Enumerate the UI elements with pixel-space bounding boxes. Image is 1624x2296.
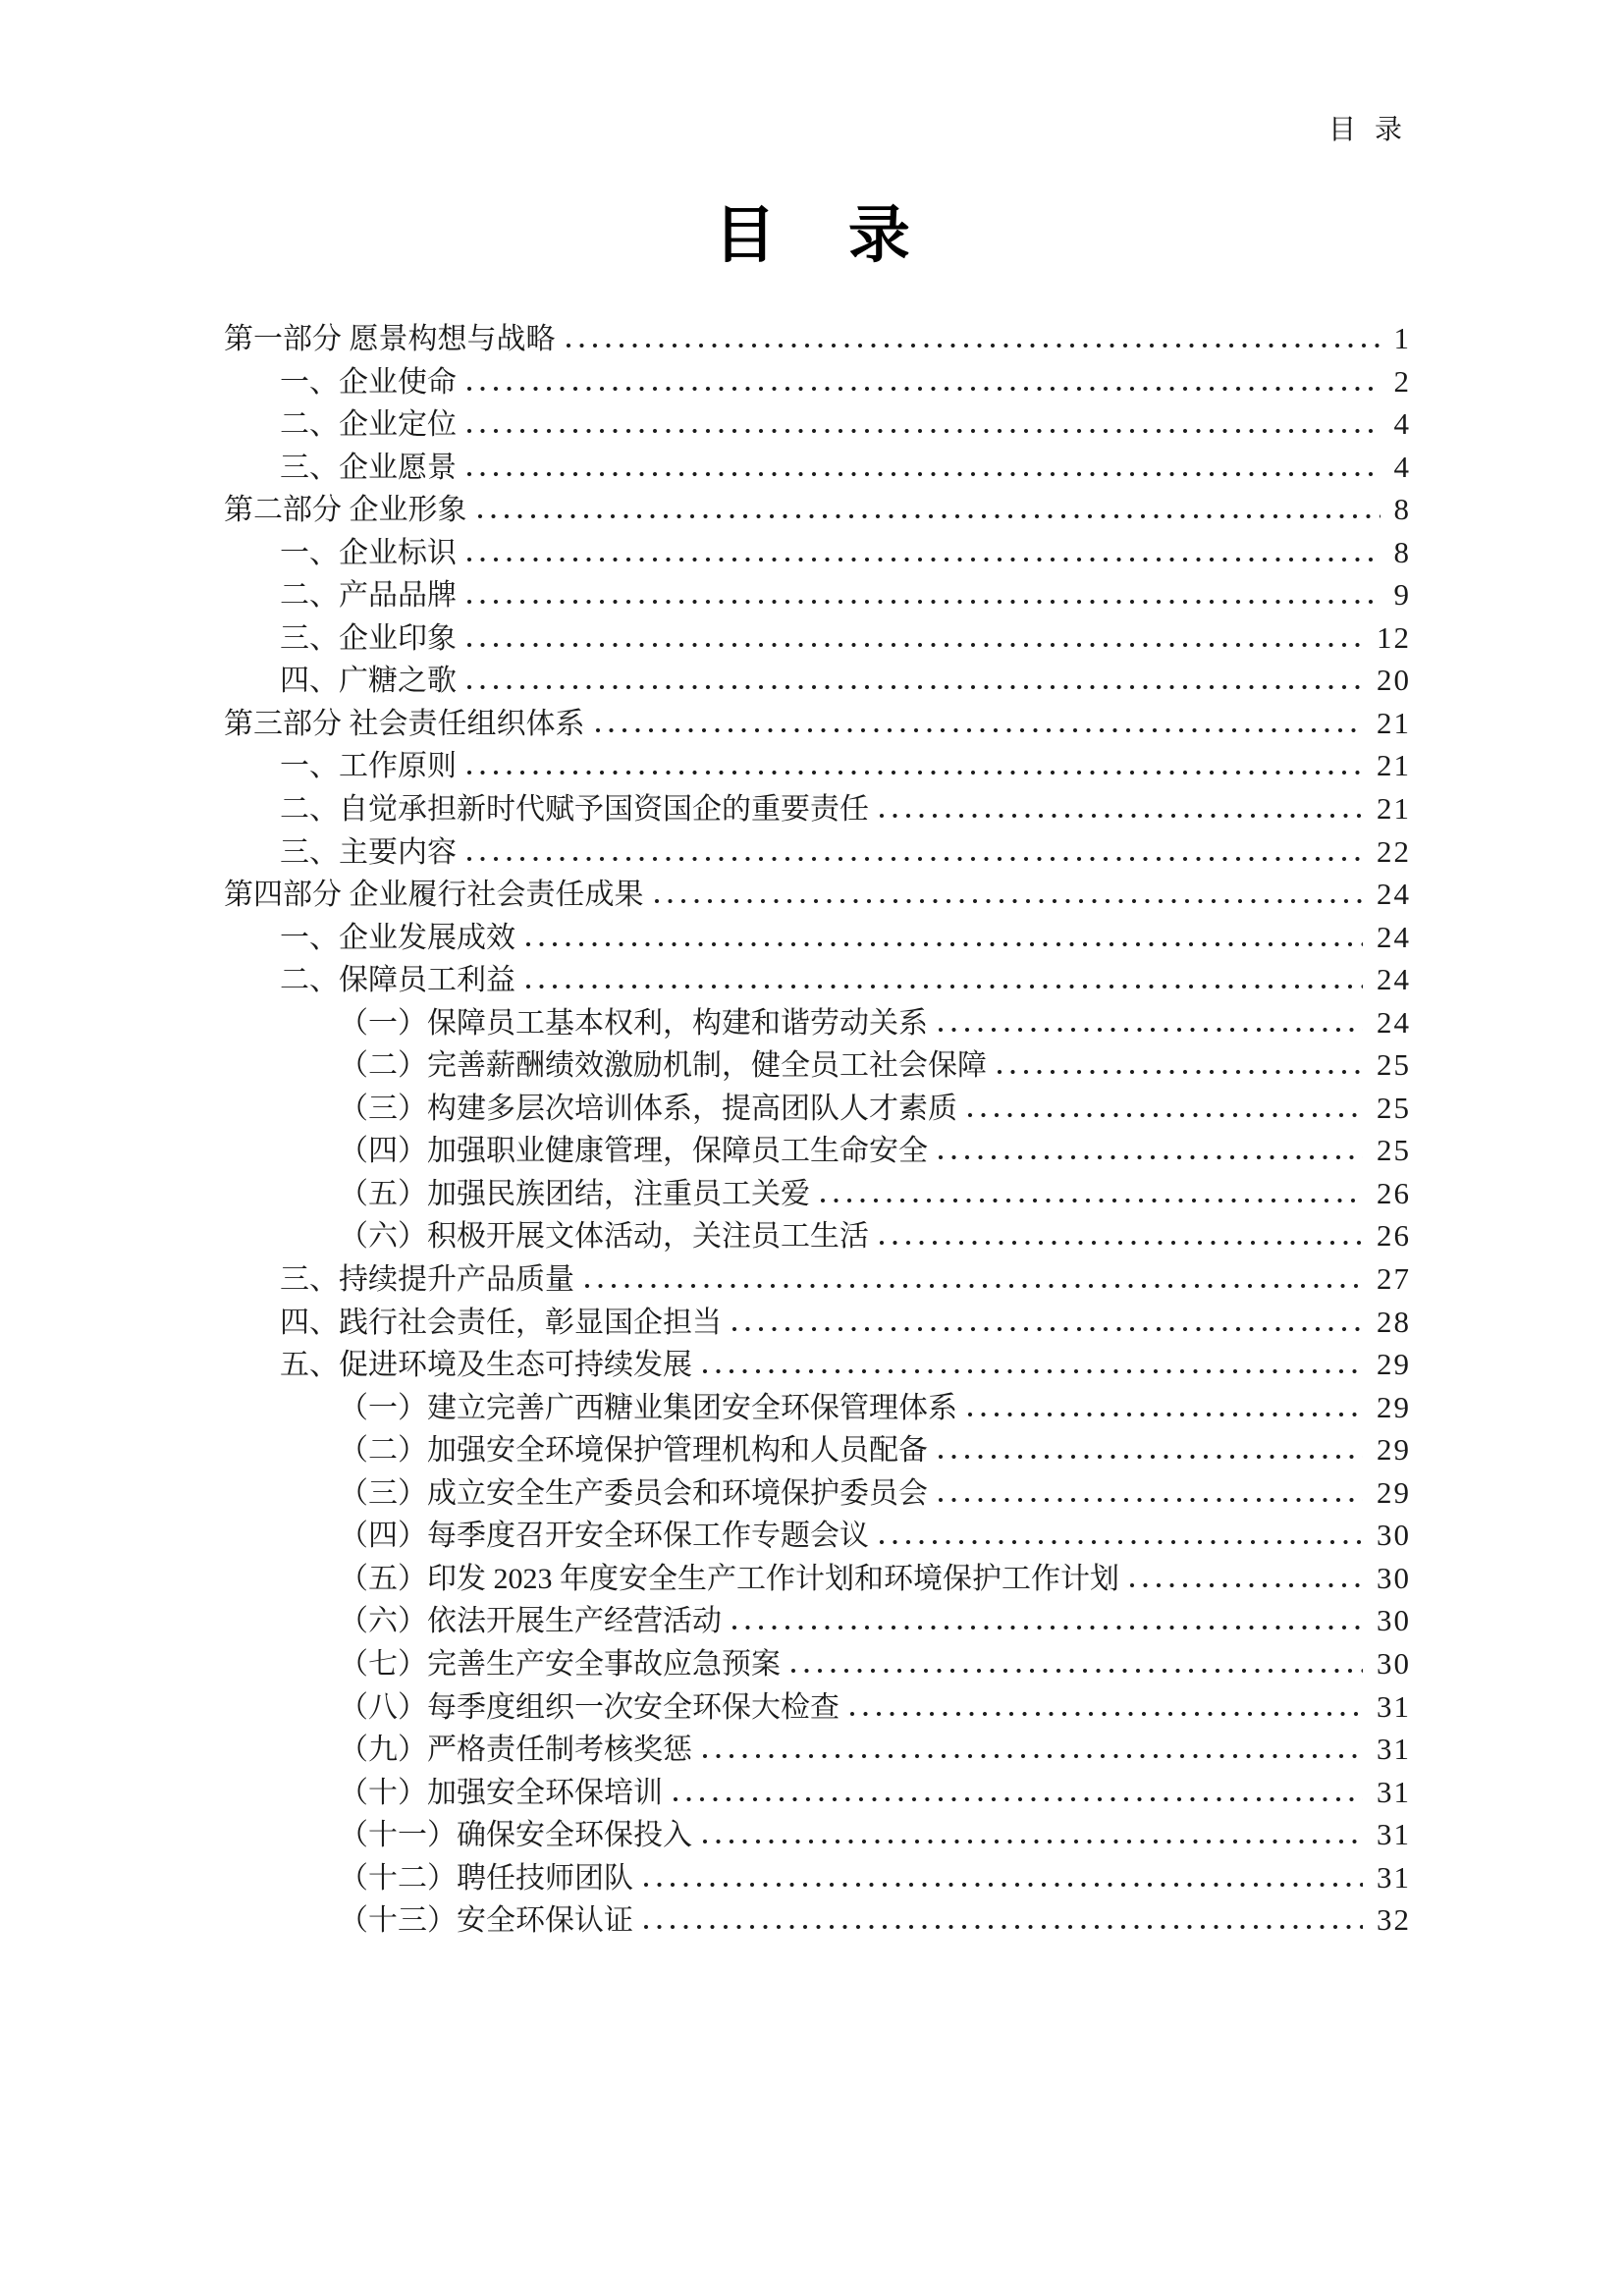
toc-entry-label: （十）加强安全环保培训 [339,1776,663,1809]
toc-page-number: 26 [1377,1175,1411,1210]
toc-leader-dots [466,684,1363,690]
toc-entry[interactable] [339,1728,1411,1771]
toc-leader-dots [477,513,1380,519]
toc-page-number: 24 [1377,877,1411,912]
toc-page-number: 24 [1377,1004,1411,1040]
toc-entry[interactable] [224,702,1411,745]
toc-entry[interactable] [339,1386,1411,1429]
toc-leader-dots [702,1839,1363,1844]
toc-entry[interactable] [280,446,1411,489]
toc-entry[interactable] [339,1856,1411,1899]
toc-entry-label: （一）建立完善广西糖业集团安全环保管理体系 [339,1391,957,1424]
toc-leader-dots [731,1625,1363,1630]
toc-page-number: 29 [1377,1389,1411,1424]
toc-leader-dots [466,386,1380,392]
toc-page-number: 30 [1377,1518,1411,1553]
toc-entry[interactable] [339,1898,1411,1942]
toc-page-number: 25 [1377,1133,1411,1168]
toc-entry-label: 第一部分 愿景构想与战略 [224,323,556,355]
toc-entry-label: 一、企业使命 [280,365,457,399]
toc-entry-label: （七）完善生产安全事故应急预案 [339,1647,781,1681]
toc-entry-label: （四）每季度召开安全环保工作专题会议 [339,1520,869,1553]
toc-entry[interactable] [280,360,1411,403]
toc-entry[interactable] [280,916,1411,959]
toc-page-number: 30 [1377,1603,1411,1638]
toc-leader-dots [466,428,1380,434]
toc-entry-label: 二、企业定位 [280,408,457,442]
toc-page-number: 25 [1377,1090,1411,1125]
toc-page-number: 29 [1377,1347,1411,1382]
toc-leader-dots [525,984,1363,989]
toc-leader-dots [466,599,1380,605]
toc-page-number: 24 [1377,962,1411,997]
toc-entry-label: （五）加强民族团结，注重员工关爱 [339,1177,810,1210]
toc-entry-label: 四、广糖之歌 [280,665,457,698]
toc-page-number: 32 [1377,1902,1411,1938]
toc-leader-dots [997,1069,1363,1075]
toc-entry[interactable] [280,744,1411,787]
toc-entry-label: 第三部分 社会责任组织体系 [224,707,585,740]
toc-leader-dots [731,1326,1363,1332]
toc-page-number: 31 [1377,1859,1411,1895]
toc-entry-label: 三、持续提升产品质量 [280,1263,574,1297]
toc-leader-dots [967,1412,1363,1417]
toc-entry[interactable] [339,1129,1411,1172]
toc-entry[interactable] [339,1428,1411,1471]
toc-entry[interactable] [339,1172,1411,1215]
toc-entry-label: （十一）确保安全环保投入 [339,1819,692,1852]
toc-page-number: 29 [1377,1474,1411,1510]
toc-leader-dots [702,1753,1363,1759]
toc-entry[interactable] [339,1514,1411,1557]
toc-entry-label: 五、促进环境及生态可持续发展 [280,1349,692,1382]
toc-entry-label: （九）严格责任制考核奖惩 [339,1734,692,1767]
toc-page-number: 21 [1377,748,1411,783]
toc-page-number: 31 [1377,1774,1411,1809]
toc-leader-dots [820,1198,1363,1203]
toc-entry-label: （十三）安全环保认证 [339,1904,633,1938]
toc-entry[interactable] [280,616,1411,660]
toc-entry[interactable] [280,958,1411,1001]
toc-entry[interactable] [280,531,1411,574]
toc-entry-label: （五）印发 2023 年度安全生产工作计划和环境保护工作计划 [339,1562,1119,1595]
toc-page-number: 26 [1377,1218,1411,1254]
toc-page-number: 22 [1377,833,1411,869]
toc-entry[interactable] [339,1001,1411,1044]
toc-entry[interactable] [339,1043,1411,1087]
toc-entry-label: 三、企业印象 [280,621,457,655]
toc-leader-dots [525,941,1363,947]
toc-page-number: 8 [1393,492,1411,527]
toc-entry-label: 二、保障员工利益 [280,964,515,997]
toc-page-number: 27 [1377,1261,1411,1297]
toc-leader-dots [879,1539,1363,1545]
toc-leader-dots [466,557,1380,562]
toc-entry-label: （六）积极开展文体活动，关注员工生活 [339,1220,869,1254]
toc-entry[interactable] [280,830,1411,874]
toc-page-number: 20 [1377,663,1411,698]
toc-entry[interactable] [339,1642,1411,1685]
toc-entry-label: 四、践行社会责任，彰显国企担当 [280,1306,722,1339]
toc-entry-label: （二）加强安全环境保护管理机构和人员配备 [339,1434,928,1468]
toc-page-number: 29 [1377,1432,1411,1468]
toc-leader-dots [595,727,1364,733]
toc-entry[interactable] [224,317,1411,360]
running-header: 目 录 [1327,115,1402,145]
toc-page-number: 21 [1377,791,1411,827]
toc-leader-dots [879,813,1363,819]
toc-entry-label: （十二）聘任技师团队 [339,1861,633,1895]
toc-entry[interactable] [224,873,1411,916]
toc-leader-dots [938,1497,1363,1503]
toc-entry-label: （二）完善薪酬绩效激励机制，健全员工社会保障 [339,1049,987,1083]
toc-leader-dots [643,1924,1363,1930]
page-title: 目 录 [714,201,910,270]
toc-entry-label: （三）成立安全生产委员会和环境保护委员会 [339,1476,928,1510]
toc-entry[interactable] [280,1301,1411,1344]
toc-page-number: 31 [1377,1817,1411,1852]
toc-entry-label: （三）构建多层次培训体系，提高团队人才素质 [339,1092,957,1125]
toc-leader-dots [938,1154,1363,1160]
toc-leader-dots [938,1027,1363,1033]
toc-leader-dots [967,1112,1363,1118]
toc-page-number: 31 [1377,1732,1411,1767]
toc-leader-dots [702,1368,1363,1374]
toc-leader-dots [643,1882,1363,1888]
toc-entry-label: 一、企业标识 [280,536,457,569]
toc-entry[interactable] [339,1557,1411,1600]
toc-entry-label: 二、产品品牌 [280,579,457,613]
toc-leader-dots [566,343,1380,348]
toc-entry-label: 一、企业发展成效 [280,921,515,954]
toc-leader-dots [1129,1582,1363,1588]
toc-entry-label: 三、企业愿景 [280,451,457,484]
toc-leader-dots [466,770,1363,775]
table-of-contents [224,317,1411,1942]
toc-entry-label: （四）加强职业健康管理，保障员工生命安全 [339,1135,928,1168]
toc-leader-dots [466,471,1380,477]
toc-entry[interactable] [280,787,1411,830]
toc-entry[interactable] [339,1599,1411,1642]
toc-page-number: 2 [1393,363,1411,399]
toc-page-number: 31 [1377,1688,1411,1724]
toc-entry[interactable] [339,1214,1411,1257]
toc-leader-dots [849,1711,1363,1717]
toc-leader-dots [879,1240,1363,1246]
toc-entry[interactable] [224,488,1411,531]
toc-leader-dots [673,1796,1363,1802]
toc-page-number: 24 [1377,919,1411,954]
toc-entry[interactable] [339,1813,1411,1856]
toc-page-number: 30 [1377,1560,1411,1595]
toc-page-number: 9 [1393,577,1411,613]
toc-page-number: 4 [1393,449,1411,484]
toc-leader-dots [790,1668,1363,1674]
toc-leader-dots [654,898,1364,904]
toc-entry-label: （八）每季度组织一次安全环保大检查 [339,1690,839,1724]
toc-leader-dots [466,642,1363,648]
toc-page-number: 12 [1377,619,1411,655]
toc-entry-label: （六）依法开展生产经营活动 [339,1605,722,1638]
toc-entry[interactable] [339,1685,1411,1729]
toc-leader-dots [584,1283,1363,1289]
toc-page-number: 25 [1377,1047,1411,1083]
toc-entry-label: 三、主要内容 [280,835,457,869]
toc-page-number: 30 [1377,1645,1411,1681]
toc-entry[interactable] [280,1257,1411,1301]
toc-entry[interactable] [339,1471,1411,1515]
toc-page-number: 21 [1377,705,1411,740]
toc-entry[interactable] [280,573,1411,616]
toc-entry-label: 第二部分 企业形象 [224,494,467,527]
toc-entry[interactable] [280,1343,1411,1386]
toc-leader-dots [466,856,1363,862]
toc-entry[interactable] [280,659,1411,702]
toc-page-number: 4 [1393,406,1411,442]
toc-page-number: 1 [1393,321,1411,355]
toc-entry-label: （一）保障员工基本权利，构建和谐劳动关系 [339,1006,928,1040]
toc-page-number: 8 [1393,534,1411,569]
toc-entry-label: 一、工作原则 [280,750,457,783]
toc-page-number: 28 [1377,1304,1411,1339]
toc-entry[interactable] [280,402,1411,446]
toc-entry[interactable] [339,1771,1411,1814]
toc-entry[interactable] [339,1087,1411,1130]
toc-entry-label: 二、自觉承担新时代赋予国资国企的重要责任 [280,793,869,827]
toc-leader-dots [938,1454,1363,1460]
toc-entry-label: 第四部分 企业履行社会责任成果 [224,879,644,912]
